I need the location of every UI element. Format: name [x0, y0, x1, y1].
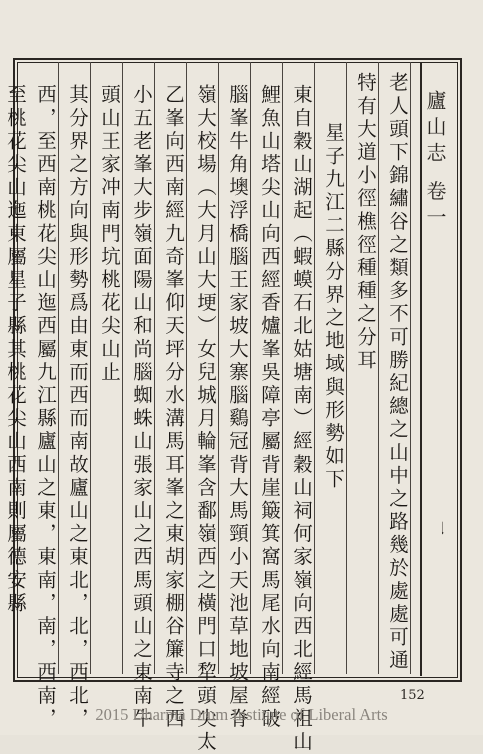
page-number: 152: [400, 688, 425, 703]
column-rule: [314, 62, 315, 674]
column-rule: [378, 62, 379, 674]
column-rule: [410, 62, 411, 674]
text-column: 腦峯牛角墺浮橋腦王家坡大寨腦鷄冠背大馬頸小天池草地坡屋脊: [226, 84, 249, 731]
column-rule: [90, 62, 91, 674]
column-rule: [282, 62, 283, 674]
text-column: 特有大道小徑樵徑種種之分耳: [354, 72, 377, 373]
text-column: 乙峯向西南經九奇峯仰天坪分水溝馬耳峯之東胡家棚谷簾寺之西: [162, 84, 185, 731]
text-column: 頭山王家冲南門坑桃花尖山止: [98, 84, 121, 385]
text-column: 至桃花尖山迤東屬星子縣其桃花尖山西南則屬德安縣: [4, 84, 27, 616]
column-rule: [218, 62, 219, 674]
column-rule: [122, 62, 123, 674]
watermark-footer: 2015 Dharma Drum Institute of Liberal Arts: [95, 705, 388, 724]
book-title: 廬山志 卷一: [423, 90, 447, 233]
column-rule: [58, 62, 59, 674]
text-column: 鯉魚山塔尖山向西經香爐峯吳障亭屬背崖簸箕窩馬尾水向南經破: [258, 84, 281, 731]
column-rule: [154, 62, 155, 674]
text-column: 星子九江二縣分界之地域與形勢如下: [322, 122, 345, 492]
text-column: 西，至西南桃花尖山迤西屬九江縣廬山之東，東南，南，西南，: [34, 84, 57, 731]
text-column: 其分界之方向與形勢爲由東而西而南故廬山之東北，北，西北，: [66, 84, 89, 731]
column-rule: [346, 62, 347, 674]
column-rule: [186, 62, 187, 674]
text-column: 老人頭下錦繡谷之類多不可勝紀總之山中之路幾於處處可通: [386, 72, 409, 673]
text-column: 東自穀山湖起（蝦蟆石北姑塘南）經穀山祠何家嶺向西北經馬祖山: [290, 84, 313, 754]
side-number: 一: [432, 521, 448, 535]
column-rule: [250, 62, 251, 674]
text-column: 小五老峯大步嶺面陽山和尚腦蜘蛛山張家山之西馬頭山之東南牛: [130, 84, 153, 731]
text-column: 嶺大校場（大月山大埂）女兒城月輪峯含鄱嶺西之橫門口犂頭尖太: [194, 84, 217, 754]
